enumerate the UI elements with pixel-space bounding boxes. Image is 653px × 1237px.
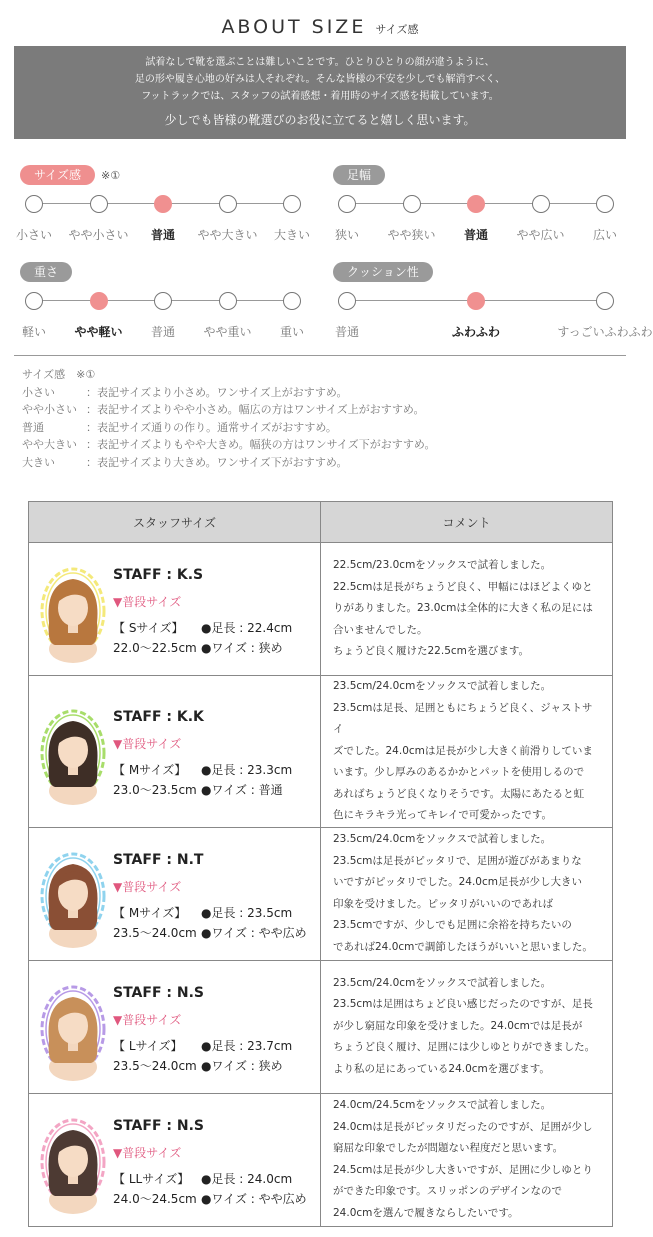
page-title bbox=[0, 16, 640, 38]
foot-length: ●足長 : 24.0cm bbox=[201, 1171, 293, 1186]
size-scale-option-label: 小さい bbox=[15, 228, 53, 242]
weight-scale-dot bbox=[219, 292, 237, 310]
size-scale-dot bbox=[283, 195, 301, 213]
table-row bbox=[29, 1093, 613, 1226]
staff-info-cell bbox=[29, 1093, 321, 1226]
legend-desc: ：表記サイズ通りの作り。通常サイズがおすすめ。 bbox=[86, 420, 337, 434]
staff-size: 【 Mサイズ】 bbox=[113, 763, 187, 778]
weight-scale-label: 重さ bbox=[20, 262, 72, 282]
usual-size-label: ▼普段サイズ bbox=[113, 1145, 182, 1160]
staff-info-cell bbox=[29, 676, 321, 828]
width-scale-dot bbox=[338, 195, 356, 213]
staff-size: 【 Lサイズ】 bbox=[113, 1038, 183, 1053]
width-scale-dot bbox=[532, 195, 550, 213]
weight-scale-dot bbox=[25, 292, 43, 310]
weight-scale bbox=[20, 262, 320, 339]
foot-width: ●ワイズ : やや広め bbox=[201, 925, 307, 940]
staff-info-cell bbox=[29, 543, 321, 676]
size-scale-dot bbox=[219, 195, 237, 213]
comment-line: 窮屈な印象でしたが問題ない程度だと思います。 bbox=[333, 1142, 564, 1154]
comment-line: ができた印象です。スリッポンのデザインなので bbox=[333, 1185, 563, 1197]
weight-scale-option-label: やや軽い bbox=[74, 325, 123, 339]
comment-line: あればちょうど良くなりそうです。太陽にあたると虹 bbox=[333, 787, 585, 800]
width-scale bbox=[333, 165, 633, 242]
legend-term: 普通 bbox=[22, 420, 44, 434]
size-scale-option-label: 普通 bbox=[150, 228, 176, 242]
comment-line: 24.5cmは足長が少し大きいですが、足囲に少しゆとり bbox=[333, 1163, 593, 1176]
size-scale-option-label: 大きい bbox=[273, 228, 311, 242]
legend-term: やや大きい bbox=[22, 438, 77, 451]
weight-scale-dot-selected bbox=[90, 292, 108, 310]
table-row bbox=[29, 827, 613, 960]
cushion-scale-option-label: すっごいふわふわ bbox=[557, 325, 653, 339]
title-en: ABOUT SIZE bbox=[221, 16, 367, 38]
width-scale-option-label: 狭い bbox=[334, 228, 360, 242]
staff-avatar-frame bbox=[37, 848, 109, 944]
staff-comment-cell bbox=[321, 1093, 613, 1226]
width-scale-dot bbox=[403, 195, 421, 213]
foot-width: ●ワイズ : やや広め bbox=[201, 1191, 307, 1206]
comment-line: 24.0cm/24.5cmをソックスで試着しました。 bbox=[333, 1099, 552, 1111]
size-scale-dot bbox=[25, 195, 43, 213]
legend-term: やや小さい bbox=[22, 403, 77, 416]
banner-line: フットラックでは、スタッフの試着感想・着用時のサイズ感を掲載しています。 bbox=[141, 91, 499, 102]
comment-line: 色にキラキラ光ってキレイで可愛かったです。 bbox=[333, 809, 553, 821]
comment-line: 印象を受けました。ピッタリがいいのであれば bbox=[333, 897, 554, 910]
staff-avatar-icon bbox=[37, 705, 109, 801]
legend-row bbox=[22, 436, 435, 454]
weight-scale-option-label: 軽い bbox=[21, 325, 47, 339]
staff-comment-cell bbox=[321, 960, 613, 1093]
comment-line: 23.5cm/24.0cmをソックスで試着しました。 bbox=[333, 680, 552, 692]
comment-line: 23.5cmですが、少しでも足囲に余裕を持ちたいの bbox=[333, 919, 572, 931]
weight-scale-option-label: 重い bbox=[279, 325, 305, 339]
comment-line: が少し窮屈な印象を受けました。24.0cmでは足長が bbox=[333, 1019, 583, 1032]
staff-comment-cell bbox=[321, 543, 613, 676]
comment-line: 24.0cmを選んで履きならしたいです。 bbox=[333, 1206, 519, 1219]
staff-name: STAFF : K.S bbox=[113, 567, 204, 583]
comment-line: りがありました。23.0cmは全体的に大きく私の足には bbox=[333, 602, 593, 615]
comment-line: 24.0cmは足長がピッタリだったのですが、足囲が少し bbox=[333, 1120, 593, 1133]
width-scale-option-label: 普通 bbox=[463, 228, 489, 242]
banner-line: 試着なしで靴を選ぶことは難しいことです。ひとりひとりの顔が違うように、 bbox=[145, 57, 495, 68]
comment-line: ちょうど良く履けた22.5cmを選びます。 bbox=[333, 645, 530, 658]
legend-row bbox=[22, 419, 435, 437]
foot-length: ●足長 : 22.4cm bbox=[201, 621, 293, 635]
weight-scale-track bbox=[20, 291, 320, 339]
width-scale-track bbox=[333, 194, 633, 242]
usual-size-label: ▼普段サイズ bbox=[113, 737, 182, 752]
staff-name: STAFF : K.K bbox=[113, 709, 204, 726]
table-row bbox=[29, 543, 613, 676]
staff-avatar-frame bbox=[37, 563, 109, 659]
table-header-row bbox=[29, 502, 613, 543]
legend-row bbox=[22, 401, 435, 419]
size-scale-track bbox=[15, 194, 320, 242]
width-scale-label: 足幅 bbox=[333, 165, 385, 185]
cushion-scale-option-label: ふわふわ bbox=[451, 325, 501, 339]
staff-avatar-icon bbox=[37, 981, 109, 1077]
comment-line: より私の足にあっている24.0cmを選びます。 bbox=[333, 1062, 550, 1075]
banner-line: 足の形や履き心地の好みは人それぞれ。そんな皆様の不安を少しでも解消すべく、 bbox=[134, 74, 506, 85]
cushion-scale bbox=[333, 262, 653, 339]
divider bbox=[14, 355, 626, 356]
staff-table bbox=[28, 501, 613, 1227]
legend-desc: ：表記サイズより大きめ。ワンサイズ下がおすすめ。 bbox=[86, 455, 348, 469]
comment-line: であれば24.0cmで調節したほうがいいと思いました。 bbox=[333, 940, 593, 953]
width-scale-option-label: やや広い bbox=[516, 228, 565, 242]
size-scale-note: ※① bbox=[101, 168, 121, 182]
staff-avatar-icon bbox=[37, 1114, 109, 1210]
legend-row bbox=[22, 454, 435, 472]
staff-avatar-icon bbox=[37, 563, 109, 659]
cushion-scale-dot-selected bbox=[467, 292, 485, 310]
cushion-scale-dot bbox=[596, 292, 614, 310]
weight-scale-option-label: やや重い bbox=[203, 325, 252, 339]
staff-comment-cell bbox=[321, 676, 613, 828]
banner-message: 少しでも皆様の靴選びのお役に立てると嬉しく思います。 bbox=[164, 113, 476, 127]
table-row bbox=[29, 960, 613, 1093]
staff-info-cell bbox=[29, 960, 321, 1093]
cushion-scale-label: クッション性 bbox=[333, 262, 433, 282]
size-scale-option-label: やや小さい bbox=[68, 228, 129, 242]
staff-comment-cell bbox=[321, 827, 613, 960]
size-scale-label: サイズ感 bbox=[20, 165, 95, 185]
staff-size: 【 LLサイズ】 bbox=[113, 1171, 190, 1186]
width-scale-dot-selected bbox=[467, 195, 485, 213]
weight-scale-dot bbox=[283, 292, 301, 310]
staff-name: STAFF : N.T bbox=[113, 851, 204, 868]
width-scale-option-label: やや狭い bbox=[387, 228, 436, 242]
width-scale-dot bbox=[596, 195, 614, 213]
cushion-scale-option-label: 普通 bbox=[334, 325, 360, 339]
weight-scale-option-label: 普通 bbox=[150, 325, 176, 339]
size-scale-dot-selected bbox=[154, 195, 172, 213]
foot-length: ●足長 : 23.5cm bbox=[201, 905, 293, 920]
cushion-scale-dot bbox=[338, 292, 356, 310]
legend-desc: ：表記サイズよりやや小さめ。幅広の方はワンサイズ上がおすすめ。 bbox=[86, 403, 425, 416]
legend-row bbox=[22, 384, 435, 402]
size-legend bbox=[22, 366, 435, 471]
comment-line: 合いませんでした。 bbox=[333, 623, 428, 636]
comment-line: 23.5cmは足囲はちょど良い感じだったのですが、足長 bbox=[333, 998, 593, 1011]
legend-desc: ：表記サイズより小さめ。ワンサイズ上がおすすめ。 bbox=[86, 385, 348, 399]
intro-banner bbox=[14, 46, 626, 139]
usual-size-label: ▼普段サイズ bbox=[113, 595, 182, 609]
foot-length: ●足長 : 23.3cm bbox=[201, 763, 293, 778]
size-scale-dot bbox=[90, 195, 108, 213]
comment-line: ズでした。24.0cmは足長が少し大きく前滑りしていま bbox=[333, 744, 593, 757]
comment-line: 22.5cmは足長がちょうど良く、甲幅にはほどよくゆと bbox=[333, 580, 593, 593]
table-row bbox=[29, 676, 613, 828]
staff-size-range: 23.5〜24.0cm bbox=[113, 1058, 197, 1073]
staff-avatar-frame bbox=[37, 705, 109, 801]
usual-size-label: ▼普段サイズ bbox=[113, 1012, 182, 1027]
column-header-comment: コメント bbox=[321, 502, 613, 543]
legend-term: 大きい bbox=[22, 455, 55, 469]
foot-length: ●足長 : 23.7cm bbox=[201, 1038, 293, 1053]
width-scale-option-label: 広い bbox=[592, 228, 618, 242]
staff-avatar-icon bbox=[37, 848, 109, 944]
legend-desc: ：表記サイズよりもやや大きめ。幅狭の方はワンサイズ下がおすすめ。 bbox=[86, 438, 436, 451]
foot-width: ●ワイズ : 普通 bbox=[201, 783, 283, 798]
legend-title: サイズ感 ※① bbox=[22, 368, 96, 381]
foot-width: ●ワイズ : 狭め bbox=[201, 1058, 283, 1073]
staff-info-cell bbox=[29, 827, 321, 960]
size-scale bbox=[15, 165, 320, 242]
weight-scale-dot bbox=[154, 292, 172, 310]
comment-line: います。少し厚みのあるかかとパットを使用しるので bbox=[333, 766, 585, 778]
column-header-staff-size: スタッフサイズ bbox=[29, 502, 321, 543]
comment-line: 23.5cmは足長がピッタリで、足囲が遊びがあまりな bbox=[333, 854, 582, 867]
comment-line: 23.5cm/24.0cmをソックスで試着しました。 bbox=[333, 976, 552, 989]
staff-size: 【 Sサイズ】 bbox=[113, 621, 184, 635]
comment-line: ちょうど良く履け、足囲には少しゆとりができました。 bbox=[333, 1041, 596, 1054]
staff-name: STAFF : N.S bbox=[113, 1117, 204, 1134]
staff-size-range: 24.0〜24.5cm bbox=[113, 1191, 197, 1206]
staff-size: 【 Mサイズ】 bbox=[113, 905, 187, 920]
staff-avatar-frame bbox=[37, 1114, 109, 1210]
comment-line: 23.5cm/24.0cmをソックスで試着しました。 bbox=[333, 833, 552, 845]
staff-size-range: 23.0〜23.5cm bbox=[113, 783, 197, 798]
size-scale-option-label: やや大きい bbox=[197, 228, 258, 242]
staff-avatar-frame bbox=[37, 981, 109, 1077]
foot-width: ●ワイズ : 狭め bbox=[201, 641, 283, 655]
staff-name: STAFF : N.S bbox=[113, 984, 204, 1001]
comment-line: 23.5cmは足長、足囲ともにちょうど良く、ジャストサイ bbox=[333, 701, 593, 735]
staff-size-range: 22.0〜22.5cm bbox=[113, 641, 197, 655]
cushion-scale-track bbox=[333, 291, 653, 339]
comment-line: 22.5cm/23.0cmをソックスで試着しました。 bbox=[333, 559, 552, 572]
title-jp: サイズ感 bbox=[375, 23, 419, 36]
comment-line: いですがピッタリでした。24.0cm足長が少し大きい bbox=[333, 876, 582, 888]
legend-term: 小さい bbox=[22, 385, 55, 399]
usual-size-label: ▼普段サイズ bbox=[113, 879, 182, 894]
staff-size-range: 23.5〜24.0cm bbox=[113, 925, 197, 940]
